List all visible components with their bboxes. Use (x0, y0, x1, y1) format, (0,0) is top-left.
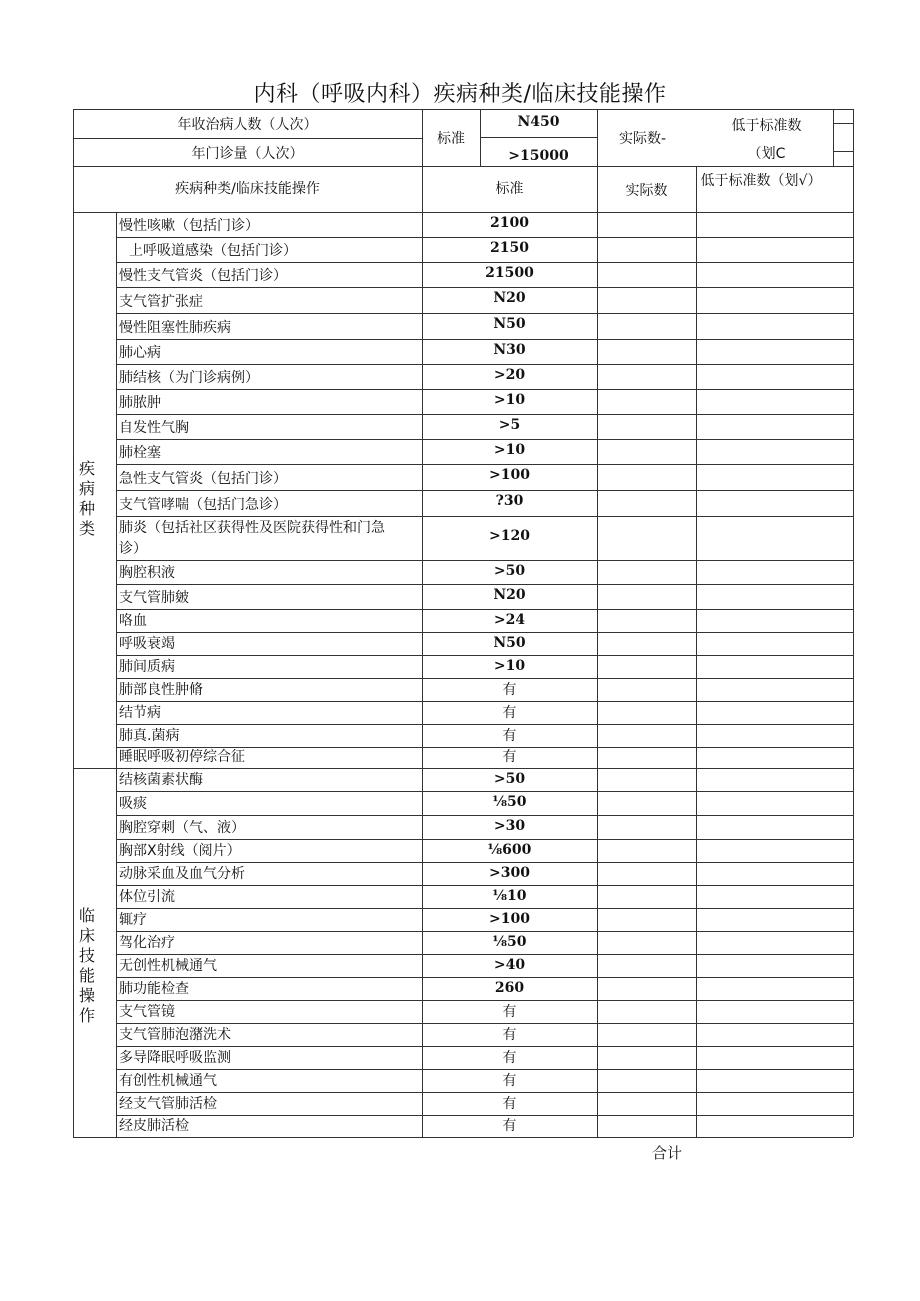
row-standard: 260 (494, 980, 525, 996)
row-below-cell[interactable] (697, 440, 853, 464)
row-name: 肺栓塞 (119, 445, 161, 461)
row-actual-cell[interactable] (598, 656, 696, 678)
table-rule (116, 212, 117, 1137)
row-standard: 有 (502, 705, 517, 721)
table-rule (73, 138, 422, 139)
row-below-cell[interactable] (697, 1024, 853, 1046)
row-name: 动脉采血及血气分析 (119, 866, 245, 882)
annual-patients-standard: N450 (517, 114, 560, 130)
row-standard: >40 (493, 957, 526, 973)
row-actual-cell[interactable] (598, 1116, 696, 1137)
skill-group-label-char: 临 (78, 906, 95, 925)
row-actual-cell[interactable] (598, 263, 696, 287)
row-actual-cell[interactable] (598, 585, 696, 609)
row-standard: ⅛50 (492, 934, 527, 950)
row-below-cell[interactable] (697, 679, 853, 701)
col-header-item: 疾病种类/临床技能操作 (175, 181, 320, 197)
row-below-cell[interactable] (697, 978, 853, 1000)
row-standard: 有 (502, 1050, 517, 1066)
table-rule (833, 123, 853, 124)
row-name: 胸部X射线（阅片） (119, 843, 241, 859)
row-standard: N30 (493, 342, 526, 358)
row-actual-cell[interactable] (598, 1024, 696, 1046)
skill-group-label-char: 作 (78, 1006, 95, 1025)
row-actual-cell[interactable] (598, 955, 696, 977)
row-actual-cell[interactable] (598, 491, 696, 516)
row-standard: >20 (493, 367, 526, 383)
skill-group-label-char: 操 (78, 986, 95, 1005)
row-below-cell[interactable] (697, 748, 853, 768)
row-name: 肺脓肿 (119, 395, 161, 411)
row-below-cell[interactable] (697, 213, 853, 237)
row-standard: >300 (489, 865, 530, 881)
row-standard: ⅛10 (492, 888, 527, 904)
annual-patients-label: 年收治病人数（人次） (177, 117, 318, 133)
row-below-cell[interactable] (697, 610, 853, 632)
row-below-cell[interactable] (697, 585, 853, 609)
row-below-cell[interactable] (697, 238, 853, 262)
annual-outpatient-standard: >15000 (508, 148, 569, 164)
table-rule (73, 166, 853, 167)
row-name: 经支气管肺活检 (119, 1096, 217, 1112)
row-name: 肺真.菌病 (119, 728, 180, 744)
row-name: 呼吸衰竭 (119, 636, 175, 652)
row-below-cell[interactable] (697, 863, 853, 885)
row-actual-cell[interactable] (598, 792, 696, 815)
row-name: 慢性咳嗽（包括门诊） (119, 218, 259, 234)
row-actual-cell[interactable] (598, 561, 696, 584)
row-standard: >120 (489, 528, 530, 544)
row-actual-cell[interactable] (598, 440, 696, 464)
row-actual-cell[interactable] (598, 769, 696, 791)
row-below-cell[interactable] (697, 769, 853, 791)
actual-label: 实际数- (618, 131, 667, 147)
row-name-cont: 诊） (119, 541, 147, 557)
row-name: 结节病 (119, 705, 161, 721)
row-name: 急性支气管炎（包括门诊） (119, 471, 287, 487)
row-below-cell[interactable] (697, 491, 853, 516)
row-standard: ⅛600 (487, 842, 532, 858)
row-actual-cell[interactable] (598, 390, 696, 414)
table-rule (480, 137, 597, 138)
row-below-cell[interactable] (697, 390, 853, 414)
row-below-cell[interactable] (697, 886, 853, 908)
row-below-cell[interactable] (697, 517, 853, 560)
row-actual-cell[interactable] (598, 213, 696, 237)
row-name: 无创性机械通气 (119, 958, 217, 974)
row-name: 肺炎（包括社区获得性及医院获得性和门急 (119, 520, 385, 536)
row-actual-cell[interactable] (598, 909, 696, 931)
row-actual-cell[interactable] (598, 1001, 696, 1023)
row-name: 驾化治疗 (119, 935, 175, 951)
row-name: 吸痰 (119, 796, 147, 812)
row-below-cell[interactable] (697, 340, 853, 364)
row-name: 肺部良性肿脩 (119, 682, 203, 698)
row-name: 咯血 (119, 613, 147, 629)
row-below-cell[interactable] (697, 263, 853, 287)
row-below-cell[interactable] (697, 656, 853, 678)
row-actual-cell[interactable] (598, 679, 696, 701)
disease-group-label (76, 459, 98, 539)
row-name: 肺功能检查 (119, 981, 189, 997)
row-below-cell[interactable] (697, 1116, 853, 1137)
row-standard: 2100 (490, 215, 529, 231)
row-standard: >100 (489, 467, 530, 483)
total-label: 合计 (652, 1144, 683, 1162)
row-below-cell[interactable] (697, 1001, 853, 1023)
row-below-cell[interactable] (697, 415, 853, 439)
row-standard: >50 (493, 771, 526, 787)
row-name: 多导降眠呼吸监测 (119, 1050, 231, 1066)
row-actual-cell[interactable] (598, 978, 696, 1000)
row-actual-cell[interactable] (598, 1093, 696, 1115)
skill-group-label (76, 906, 98, 1026)
row-standard: ?30 (495, 493, 524, 509)
row-standard: 有 (502, 1004, 517, 1020)
row-name: 自发性气胸 (119, 420, 189, 436)
row-name: 慢性阻塞性肺疾病 (119, 320, 231, 336)
row-name: 支气管扩张症 (119, 294, 203, 310)
table-rule (833, 151, 853, 152)
row-standard: 有 (502, 1027, 517, 1043)
row-standard: 21500 (485, 265, 534, 281)
below-standard-label-2: （划C (747, 146, 786, 162)
row-name: 辄疗 (119, 912, 147, 928)
row-standard: >30 (493, 818, 526, 834)
row-below-cell[interactable] (697, 932, 853, 954)
row-standard: N20 (493, 290, 526, 306)
row-actual-cell[interactable] (598, 840, 696, 862)
row-name: 肺结核（为门诊病例） (119, 370, 259, 386)
row-name: 睡眠呼吸初停综合征 (119, 749, 245, 765)
row-name: 结核菌素状酶 (119, 772, 203, 788)
row-actual-cell[interactable] (598, 610, 696, 632)
row-standard: >10 (493, 658, 526, 674)
disease-group-label-char: 疾 (78, 459, 95, 478)
table-border-left (73, 109, 74, 1137)
row-actual-cell[interactable] (598, 365, 696, 389)
row-standard: >5 (498, 417, 521, 433)
row-actual-cell[interactable] (598, 725, 696, 747)
row-standard: 有 (502, 1118, 517, 1134)
row-standard: >24 (493, 612, 526, 628)
row-actual-cell[interactable] (598, 886, 696, 908)
row-standard: >10 (493, 392, 526, 408)
row-standard: N50 (493, 635, 526, 651)
row-below-cell[interactable] (697, 792, 853, 815)
row-below-cell[interactable] (697, 840, 853, 862)
table-border-right (853, 109, 854, 1137)
row-below-cell[interactable] (697, 909, 853, 931)
row-actual-cell[interactable] (598, 1070, 696, 1092)
row-actual-cell[interactable] (598, 517, 696, 560)
col-header-standard: 标准 (495, 181, 524, 197)
row-below-cell[interactable] (697, 365, 853, 389)
row-actual-cell[interactable] (598, 748, 696, 768)
row-standard: 有 (502, 1073, 517, 1089)
row-actual-cell[interactable] (598, 816, 696, 839)
table-rule (73, 1137, 853, 1138)
row-below-cell[interactable] (697, 1093, 853, 1115)
row-name: 慢性支气管炎（包括门诊） (119, 268, 287, 284)
row-below-cell[interactable] (697, 725, 853, 747)
table-rule (73, 109, 853, 110)
row-name: 胸腔穿刺（气、液） (119, 820, 245, 836)
skill-group-label-char: 床 (78, 926, 95, 945)
below-standard-label: 低于标准数 (731, 118, 802, 134)
row-name: 支气管肺泡潴洗术 (119, 1027, 231, 1043)
disease-group-label-char: 病 (78, 479, 95, 498)
annual-outpatient-label: 年门诊量（人次） (191, 146, 304, 162)
row-actual-cell[interactable] (598, 932, 696, 954)
row-standard: 有 (502, 728, 517, 744)
col-header-below: 低于标准数（划√） (700, 173, 822, 189)
row-below-cell[interactable] (697, 1047, 853, 1069)
row-standard: 有 (502, 682, 517, 698)
row-standard: ⅛50 (492, 794, 527, 810)
col-header-actual: 实际数 (625, 183, 668, 199)
row-name: 有创性机械通气 (119, 1073, 217, 1089)
row-actual-cell[interactable] (598, 702, 696, 724)
row-actual-cell[interactable] (598, 633, 696, 655)
disease-group-label-char: 类 (78, 519, 95, 538)
row-standard: N20 (493, 587, 526, 603)
page-title: 内科（呼吸内科）疾病种类/临床技能操作 (253, 82, 667, 107)
row-below-cell[interactable] (697, 955, 853, 977)
row-name: 支气管肺皴 (119, 590, 189, 606)
table-rule (73, 768, 116, 769)
row-below-cell[interactable] (697, 314, 853, 339)
skill-group-label-char: 能 (78, 966, 95, 985)
skill-group-label-char: 技 (78, 946, 95, 965)
row-standard: 2150 (490, 240, 529, 256)
row-name: 胸腔积液 (119, 565, 175, 581)
row-actual-cell[interactable] (598, 288, 696, 313)
row-name: 经皮肺活检 (119, 1118, 189, 1134)
row-name: 肺心病 (119, 345, 161, 361)
row-standard: >10 (493, 442, 526, 458)
row-name: 体位引流 (119, 889, 175, 905)
row-below-cell[interactable] (697, 288, 853, 313)
row-below-cell[interactable] (697, 561, 853, 584)
row-below-cell[interactable] (697, 816, 853, 839)
row-actual-cell[interactable] (598, 314, 696, 339)
row-name: 支气管哮喘（包括门急诊） (119, 497, 287, 513)
standard-label: 标准 (437, 131, 465, 147)
row-actual-cell[interactable] (598, 465, 696, 490)
row-below-cell[interactable] (697, 633, 853, 655)
row-actual-cell[interactable] (598, 863, 696, 885)
row-actual-cell[interactable] (598, 415, 696, 439)
row-below-cell[interactable] (697, 702, 853, 724)
row-standard: >50 (493, 563, 526, 579)
disease-group-label-char: 种 (78, 499, 95, 518)
row-standard: 有 (502, 749, 517, 765)
row-actual-cell[interactable] (598, 238, 696, 262)
row-name: 上呼吸道感染（包括门诊） (129, 243, 297, 259)
row-standard: N50 (493, 316, 526, 332)
row-standard: 有 (502, 1096, 517, 1112)
row-below-cell[interactable] (697, 1070, 853, 1092)
row-actual-cell[interactable] (598, 340, 696, 364)
row-actual-cell[interactable] (598, 1047, 696, 1069)
row-below-cell[interactable] (697, 465, 853, 490)
row-name: 支气管镜 (119, 1004, 175, 1020)
row-name: 肺间质病 (119, 659, 175, 675)
row-standard: >100 (489, 911, 530, 927)
